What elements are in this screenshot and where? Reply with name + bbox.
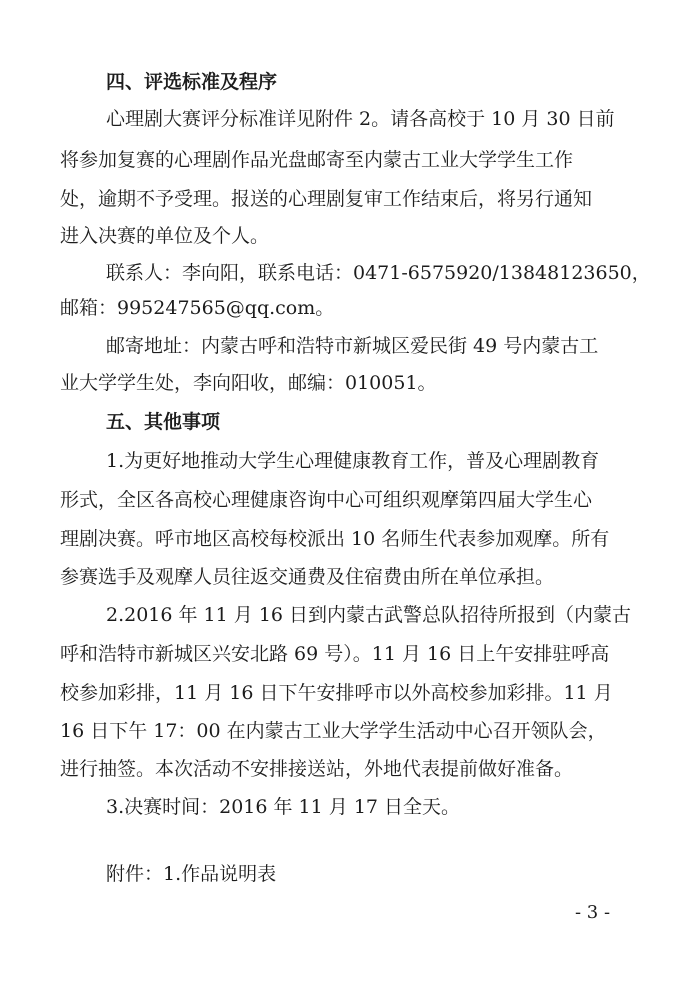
contact-line-2: 邮箱：995247565@qq.com。: [60, 297, 335, 319]
item-two-line-1: 2.2016 年 11 月 16 日到内蒙古武警总队招待所报到（内蒙古: [106, 604, 632, 626]
contact-line-1: 联系人：李向阳，联系电话：0471-6575920/13848123650，: [106, 262, 651, 284]
item-three-line-1: 3.决赛时间：2016 年 11 月 17 日全天。: [106, 796, 461, 818]
section-four-line-4: 进入决赛的单位及个人。: [60, 225, 270, 247]
address-line-2: 业大学学生处，李向阳收，邮编：010051。: [60, 372, 437, 394]
item-two-line-2: 呼和浩特市新城区兴安北路 69 号）。11 月 16 日上午安排驻呼高: [60, 643, 610, 665]
item-one-line-2: 形式，全区各高校心理健康咨询中心可组织观摩第四届大学生心: [60, 489, 593, 511]
item-one-line-3: 理剧决赛。呼市地区高校每校派出 10 名师生代表参加观摩。所有: [60, 528, 610, 550]
page-number: - 3 -: [575, 902, 611, 923]
item-two-line-4: 16 日下午 17：00 在内蒙古工业大学学生活动中心召开领队会，: [60, 720, 607, 742]
item-one-line-1: 1.为更好地推动大学生心理健康教育工作，普及心理剧教育: [106, 450, 600, 472]
item-one-line-4: 参赛选手及观摩人员往返交通费及住宿费由所在单位承担。: [60, 566, 555, 588]
section-four-heading: 四、评选标准及程序: [106, 71, 278, 93]
item-two-line-3: 校参加彩排，11 月 16 日下午安排呼市以外高校参加彩排。11 月: [60, 682, 613, 704]
item-two-line-5: 进行抽签。本次活动不安排接送站，外地代表提前做好准备。: [60, 758, 574, 780]
section-five-heading: 五、其他事项: [106, 411, 221, 433]
address-line-1: 邮寄地址：内蒙古呼和浩特市新城区爱民街 49 号内蒙古工: [106, 335, 599, 357]
section-four-line-2: 将参加复赛的心理剧作品光盘邮寄至内蒙古工业大学学生工作: [60, 149, 574, 171]
attachment-line: 附件：1.作品说明表: [106, 863, 277, 885]
section-four-line-3: 处，逾期不予受理。报送的心理剧复审工作结束后，将另行通知: [60, 188, 593, 210]
section-four-line-1: 心理剧大赛评分标准详见附件 2。请各高校于 10 月 30 日前: [106, 108, 615, 130]
